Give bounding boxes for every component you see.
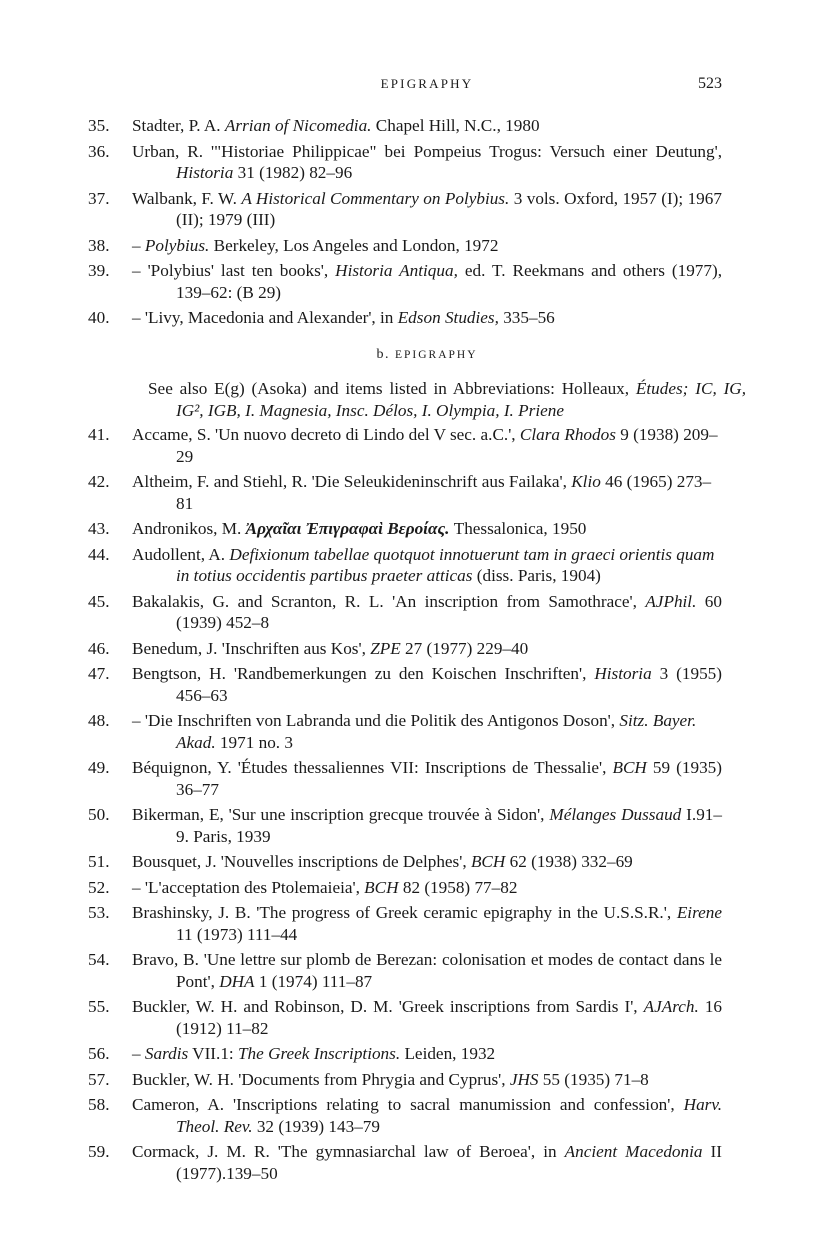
entry-number: 53. <box>88 903 110 922</box>
bibliography-entry: 50. Bikerman, E, 'Sur une inscription grecque trouvée à Sidon', Mélanges Dussaud I.91–9. Paris, 1939 <box>88 805 722 846</box>
entry-number: 56. <box>88 1044 110 1063</box>
entry-number: 40. <box>88 308 110 327</box>
entry-number: 44. <box>88 544 110 564</box>
entry-number: 35. <box>88 116 110 135</box>
bibliography-entry: 56. – Sardis VII.1: The Greek Inscriptions. Leiden, 1932 <box>88 1044 496 1063</box>
bibliography-entry: 41. Accame, S. 'Un nuovo decreto di Lindo del V sec. a.C.', Clara Rhodos 9 (1938) 209–29 <box>88 425 718 466</box>
entry-number: 38. <box>88 235 110 255</box>
entry-number: 43. <box>88 519 110 538</box>
entry-number: 48. <box>88 711 110 730</box>
entry-number: 54. <box>88 950 110 969</box>
entry-number: 50. <box>88 805 110 824</box>
bibliography-list-b <box>88 424 723 1184</box>
bibliography-entry: 42. Altheim, F. and Stiehl, R. 'Die Seleukideninschrift aus Failaka', Klio 46 (1965) 273–81 <box>88 472 712 513</box>
section-heading <box>132 347 722 363</box>
bibliography-list-a <box>88 115 722 329</box>
bibliography-entry: 52. – 'L'acceptation des Ptolemaieia', BCH 82 (1958) 77–82 <box>88 877 518 897</box>
entry-number: 46. <box>88 638 110 658</box>
bibliography-entry: 37. Walbank, F. W. A Historical Commentary on Polybius. 3 vols. Oxford, 1957 (I); 1967 (II); 1979 (III) <box>88 188 722 229</box>
entry-number: 45. <box>88 591 110 611</box>
section-heading-prefix: b. <box>376 347 390 362</box>
entry-number: 52. <box>88 877 110 897</box>
running-title: EPIGRAPHY <box>380 76 474 91</box>
entry-number: 41. <box>88 425 110 444</box>
see-also-note: See also E(g) (Asoka) and items listed in Abbreviations: Holleaux, Études; IC, IG, IG², IGB, I. Magnesia, Insc. Délos, I. Olympia, I. Priene <box>148 379 746 420</box>
bibliography-entry: 54. Bravo, B. 'Une lettre sur plomb de Berezan: colonisation et modes de contact dans le Pont', DHA 1 (1974) 111–87 <box>88 950 722 991</box>
entry-number: 36. <box>88 141 110 161</box>
entry-number: 39. <box>88 261 110 280</box>
bibliography-entry: 48. – 'Die Inschriften von Labranda und die Politik des Antigonos Doson', Sitz. Bayer. Akad. 1971 no. 3 <box>88 711 697 752</box>
entry-number: 42. <box>88 472 110 491</box>
bibliography-entry: 38. – Polybius. Berkeley, Los Angeles and London, 1972 <box>88 235 499 255</box>
entry-number: 58. <box>88 1095 110 1114</box>
bibliography-entry: 35. Stadter, P. A. Arrian of Nicomedia. Chapel Hill, N.C., 1980 <box>88 116 540 135</box>
entry-number: 55. <box>88 997 110 1016</box>
entry-number: 37. <box>88 188 110 208</box>
bibliography-entry: 58. Cameron, A. 'Inscriptions relating to sacral manumission and confession', Harv. Theol. Rev. 32 (1939) 143–79 <box>88 1095 722 1136</box>
bibliography-entry: 51. Bousquet, J. 'Nouvelles inscriptions de Delphes', BCH 62 (1938) 332–69 <box>88 852 633 871</box>
entry-number: 51. <box>88 852 110 871</box>
entry-number: 57. <box>88 1069 110 1089</box>
bibliography-entry: 39. – 'Polybius' last ten books', Historia Antiqua, ed. T. Reekmans and others (1977), 139–62: (B 29) <box>88 261 722 302</box>
bibliography-entry: 43. Andronikos, M. Ἀρχαῖαι Ἐπιγραφαὶ Βεροίας. Thessalonica, 1950 <box>88 519 587 538</box>
bibliography-entry: 46. Benedum, J. 'Inschriften aus Kos', ZPE 27 (1977) 229–40 <box>88 638 529 658</box>
page-number: 523 <box>698 75 722 92</box>
bibliography-entry: 40. – 'Livy, Macedonia and Alexander', in Edson Studies, 335–56 <box>88 308 555 327</box>
bibliography-entry: 44. Audollent, A. Defixionum tabellae quotquot innotuerunt tam in graeci orientis quam in totius occidentis partibus praeter atticas (diss. Paris, 1904) <box>88 544 715 585</box>
page-header <box>132 76 722 100</box>
section-heading-title: EPIGRAPHY <box>394 349 478 361</box>
bibliography-entry: 47. Bengtson, H. 'Randbemerkungen zu den Koischen Inschriften', Historia 3 (1955) 456–63 <box>88 664 723 705</box>
entry-number: 59. <box>88 1142 110 1161</box>
bibliography-entry: 57. Buckler, W. H. 'Documents from Phrygia and Cyprus', JHS 55 (1935) 71–8 <box>88 1069 649 1089</box>
entry-number: 47. <box>88 664 110 683</box>
bibliography-entry: 53. Brashinsky, J. B. 'The progress of Greek ceramic epigraphy in the U.S.S.R.', Eirene 11 (1973) 111–44 <box>88 903 722 944</box>
entry-number: 49. <box>88 758 110 777</box>
bibliography-entry: 49. Béquignon, Y. 'Études thessaliennes VII: Inscriptions de Thessalie', BCH 59 (1935) 36–77 <box>88 758 722 799</box>
bibliography-entry: 55. Buckler, W. H. and Robinson, D. M. 'Greek inscriptions from Sardis I', AJArch. 16 (1912) 11–82 <box>88 997 723 1038</box>
bibliography-entry: 59. Cormack, J. M. R. 'The gymnasiarchal law of Beroea', in Ancient Macedonia II (1977).139–50 <box>88 1142 722 1183</box>
bibliography-entry: 45. Bakalakis, G. and Scranton, R. L. 'An inscription from Samothrace', AJPhil. 60 (1939) 452–8 <box>88 591 722 632</box>
bibliography-entry: 36. Urban, R. '"Historiae Philippicae" bei Pompeius Trogus: Versuch einer Deutung', Historia 31 (1982) 82–96 <box>88 141 722 182</box>
